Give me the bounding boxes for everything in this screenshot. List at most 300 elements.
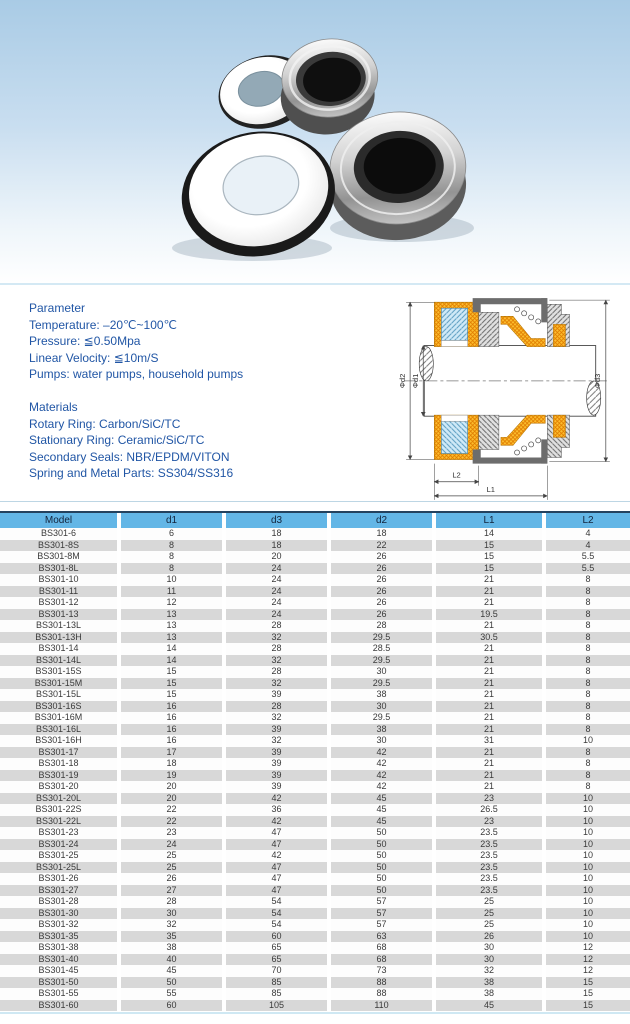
parameter-temperature: Temperature: –20℃~100℃ [29, 317, 178, 332]
table-row [0, 919, 630, 931]
table-row [0, 896, 630, 908]
table-row [0, 827, 630, 839]
value-cell: 32 [222, 712, 327, 724]
dimension-l1 [434, 466, 547, 500]
value-cell: 10 [542, 885, 630, 897]
table-row [0, 908, 630, 920]
model-cell: BS301-18 [0, 758, 117, 770]
value-cell: 28.5 [327, 643, 432, 655]
value-cell: 21 [432, 666, 542, 678]
value-cell: 26 [327, 586, 432, 598]
value-cell: 47 [222, 873, 327, 885]
model-cell: BS301-6 [0, 528, 117, 540]
model-cell: BS301-25L [0, 862, 117, 874]
value-cell: 28 [222, 701, 327, 713]
value-cell: 42 [222, 816, 327, 828]
value-cell: 10 [542, 816, 630, 828]
value-cell: 28 [222, 620, 327, 632]
value-cell: 15 [117, 689, 222, 701]
table-row [0, 724, 630, 736]
value-cell: 70 [222, 965, 327, 977]
value-cell: 54 [222, 919, 327, 931]
value-cell: 15 [432, 551, 542, 563]
value-cell: 15 [542, 1000, 630, 1012]
value-cell: 8 [542, 666, 630, 678]
value-cell: 12 [542, 942, 630, 954]
svg-text:Φd2: Φd2 [398, 373, 408, 389]
value-cell: 54 [222, 896, 327, 908]
spec-table-body [0, 528, 630, 1011]
value-cell: 42 [222, 850, 327, 862]
value-cell: 8 [542, 770, 630, 782]
value-cell: 55 [117, 988, 222, 1000]
model-cell: BS301-8L [0, 563, 117, 575]
table-row [0, 655, 630, 667]
table-bottom-rule [0, 1012, 630, 1014]
value-cell: 45 [117, 965, 222, 977]
value-cell: 28 [222, 666, 327, 678]
value-cell: 14 [117, 655, 222, 667]
model-cell: BS301-8M [0, 551, 117, 563]
seal-assembly-half [434, 298, 569, 346]
value-cell: 57 [327, 919, 432, 931]
value-cell: 14 [117, 643, 222, 655]
table-row [0, 551, 630, 563]
value-cell: 8 [542, 758, 630, 770]
value-cell: 26 [432, 931, 542, 943]
value-cell: 32 [222, 735, 327, 747]
value-cell: 8 [542, 655, 630, 667]
column-header-d1: d1 [117, 513, 222, 528]
table-row [0, 528, 630, 540]
value-cell: 8 [542, 632, 630, 644]
table-row [0, 954, 630, 966]
shaft-end-hatch [419, 347, 433, 381]
value-cell: 63 [327, 931, 432, 943]
value-cell: 30 [327, 735, 432, 747]
table-row [0, 885, 630, 897]
value-cell: 27 [117, 885, 222, 897]
value-cell: 23.5 [432, 862, 542, 874]
materials-stationary-ring: Stationary Ring: Ceramic/SiC/TC [29, 433, 205, 447]
table-row [0, 977, 630, 989]
value-cell: 16 [117, 701, 222, 713]
value-cell: 21 [432, 689, 542, 701]
value-cell: 60 [117, 1000, 222, 1012]
spec-table-section [0, 511, 630, 1014]
value-cell: 40 [117, 954, 222, 966]
model-cell: BS301-15M [0, 678, 117, 690]
table-row [0, 816, 630, 828]
value-cell: 88 [327, 977, 432, 989]
value-cell: 39 [222, 758, 327, 770]
value-cell: 29.5 [327, 655, 432, 667]
value-cell: 15 [117, 666, 222, 678]
value-cell: 50 [327, 827, 432, 839]
column-header-d3: d3 [222, 513, 327, 528]
value-cell: 15 [117, 678, 222, 690]
value-cell: 32 [222, 655, 327, 667]
value-cell: 17 [117, 747, 222, 759]
model-cell: BS301-12 [0, 597, 117, 609]
value-cell: 39 [222, 689, 327, 701]
value-cell: 21 [432, 712, 542, 724]
value-cell: 32 [222, 678, 327, 690]
model-cell: BS301-23 [0, 827, 117, 839]
value-cell: 8 [542, 586, 630, 598]
value-cell: 15 [432, 540, 542, 552]
product-photo-image [0, 0, 630, 283]
materials-secondary-seals: Secondary Seals: NBR/EPDM/VITON [29, 449, 230, 464]
table-row [0, 643, 630, 655]
table-row [0, 563, 630, 575]
value-cell: 30 [432, 942, 542, 954]
model-cell: BS301-27 [0, 885, 117, 897]
table-row [0, 609, 630, 621]
value-cell: 10 [542, 839, 630, 851]
value-cell: 25 [432, 919, 542, 931]
value-cell: 42 [327, 747, 432, 759]
value-cell: 60 [222, 931, 327, 943]
value-cell: 10 [542, 919, 630, 931]
value-cell: 50 [327, 839, 432, 851]
value-cell: 38 [432, 988, 542, 1000]
value-cell: 10 [542, 793, 630, 805]
model-cell: BS301-20L [0, 793, 117, 805]
model-cell: BS301-25 [0, 850, 117, 862]
value-cell: 26 [327, 574, 432, 586]
value-cell: 8 [117, 563, 222, 575]
table-row [0, 758, 630, 770]
value-cell: 38 [432, 977, 542, 989]
value-cell: 6 [117, 528, 222, 540]
value-cell: 73 [327, 965, 432, 977]
value-cell: 29.5 [327, 678, 432, 690]
column-header-model: Model [0, 513, 117, 528]
value-cell: 110 [327, 1000, 432, 1012]
value-cell: 8 [542, 574, 630, 586]
value-cell: 12 [542, 965, 630, 977]
model-cell: BS301-22L [0, 816, 117, 828]
value-cell: 10 [542, 804, 630, 816]
value-cell: 88 [327, 988, 432, 1000]
seal-cross-section-diagram [396, 288, 628, 504]
value-cell: 30 [432, 954, 542, 966]
value-cell: 20 [117, 781, 222, 793]
value-cell: 21 [432, 770, 542, 782]
value-cell: 26 [327, 551, 432, 563]
value-cell: 26 [327, 609, 432, 621]
value-cell: 10 [542, 850, 630, 862]
value-cell: 15 [542, 988, 630, 1000]
table-row [0, 747, 630, 759]
value-cell: 22 [327, 540, 432, 552]
value-cell: 42 [327, 770, 432, 782]
value-cell: 4 [542, 540, 630, 552]
value-cell: 10 [542, 862, 630, 874]
value-cell: 10 [542, 896, 630, 908]
value-cell: 47 [222, 885, 327, 897]
table-row [0, 632, 630, 644]
value-cell: 31 [432, 735, 542, 747]
value-cell: 32 [432, 965, 542, 977]
column-header-l1: L1 [432, 513, 542, 528]
model-cell: BS301-28 [0, 896, 117, 908]
value-cell: 19 [117, 770, 222, 782]
value-cell: 45 [327, 793, 432, 805]
value-cell: 24 [222, 563, 327, 575]
value-cell: 50 [327, 885, 432, 897]
value-cell: 65 [222, 954, 327, 966]
table-row [0, 666, 630, 678]
value-cell: 13 [117, 620, 222, 632]
value-cell: 11 [117, 586, 222, 598]
value-cell: 8 [117, 540, 222, 552]
value-cell: 45 [327, 804, 432, 816]
value-cell: 12 [542, 954, 630, 966]
svg-text:L2: L2 [452, 470, 461, 480]
table-row [0, 942, 630, 954]
value-cell: 28 [222, 643, 327, 655]
value-cell: 50 [327, 862, 432, 874]
table-row [0, 735, 630, 747]
value-cell: 47 [222, 862, 327, 874]
table-row [0, 770, 630, 782]
value-cell: 25 [432, 896, 542, 908]
table-row [0, 965, 630, 977]
value-cell: 26.5 [432, 804, 542, 816]
value-cell: 42 [327, 758, 432, 770]
value-cell: 22 [117, 816, 222, 828]
value-cell: 21 [432, 597, 542, 609]
value-cell: 22 [117, 804, 222, 816]
value-cell: 18 [222, 540, 327, 552]
model-cell: BS301-13L [0, 620, 117, 632]
value-cell: 39 [222, 781, 327, 793]
value-cell: 8 [542, 678, 630, 690]
value-cell: 26 [327, 563, 432, 575]
value-cell: 19.5 [432, 609, 542, 621]
value-cell: 26 [117, 873, 222, 885]
value-cell: 10 [542, 931, 630, 943]
value-cell: 14 [432, 528, 542, 540]
model-cell: BS301-35 [0, 931, 117, 943]
value-cell: 15 [542, 977, 630, 989]
model-cell: BS301-38 [0, 942, 117, 954]
model-cell: BS301-50 [0, 977, 117, 989]
model-cell: BS301-16L [0, 724, 117, 736]
parameter-pressure: Pressure: ≦0.50Mpa [29, 334, 141, 348]
value-cell: 21 [432, 701, 542, 713]
table-row [0, 712, 630, 724]
value-cell: 15 [432, 563, 542, 575]
specs-block [29, 300, 389, 482]
value-cell: 30 [327, 666, 432, 678]
model-cell: BS301-55 [0, 988, 117, 1000]
value-cell: 65 [222, 942, 327, 954]
model-cell: BS301-10 [0, 574, 117, 586]
model-cell: BS301-15S [0, 666, 117, 678]
value-cell: 28 [117, 896, 222, 908]
value-cell: 38 [117, 942, 222, 954]
value-cell: 8 [542, 609, 630, 621]
table-row [0, 804, 630, 816]
value-cell: 4 [542, 528, 630, 540]
value-cell: 21 [432, 747, 542, 759]
table-row [0, 988, 630, 1000]
product-photo [0, 0, 630, 283]
value-cell: 23.5 [432, 850, 542, 862]
value-cell: 20 [117, 793, 222, 805]
value-cell: 16 [117, 735, 222, 747]
value-cell: 50 [117, 977, 222, 989]
table-row [0, 839, 630, 851]
model-cell: BS301-45 [0, 965, 117, 977]
value-cell: 47 [222, 839, 327, 851]
model-cell: BS301-40 [0, 954, 117, 966]
table-row [0, 678, 630, 690]
value-cell: 23.5 [432, 873, 542, 885]
value-cell: 21 [432, 781, 542, 793]
spec-table [0, 513, 630, 1011]
value-cell: 24 [222, 574, 327, 586]
model-cell: BS301-60 [0, 1000, 117, 1012]
materials-rotary-ring: Rotary Ring: Carbon/SiC/TC [29, 416, 181, 431]
value-cell: 68 [327, 954, 432, 966]
value-cell: 42 [327, 781, 432, 793]
model-cell: BS301-15L [0, 689, 117, 701]
value-cell: 26 [327, 597, 432, 609]
value-cell: 21 [432, 586, 542, 598]
table-row [0, 781, 630, 793]
value-cell: 29.5 [327, 712, 432, 724]
value-cell: 39 [222, 770, 327, 782]
column-header-d2: d2 [327, 513, 432, 528]
value-cell: 21 [432, 655, 542, 667]
model-cell: BS301-17 [0, 747, 117, 759]
table-row [0, 701, 630, 713]
value-cell: 35 [117, 931, 222, 943]
table-row [0, 931, 630, 943]
value-cell: 8 [542, 712, 630, 724]
model-cell: BS301-16M [0, 712, 117, 724]
value-cell: 24 [222, 609, 327, 621]
value-cell: 8 [542, 643, 630, 655]
table-row [0, 793, 630, 805]
value-cell: 10 [542, 827, 630, 839]
model-cell: BS301-8S [0, 540, 117, 552]
parameter-linear-velocity: Linear Velocity: ≦10m/S [29, 350, 159, 365]
model-cell: BS301-16H [0, 735, 117, 747]
value-cell: 30.5 [432, 632, 542, 644]
value-cell: 29.5 [327, 632, 432, 644]
value-cell: 12 [117, 597, 222, 609]
model-cell: BS301-14L [0, 655, 117, 667]
value-cell: 8 [542, 701, 630, 713]
value-cell: 57 [327, 908, 432, 920]
materials-spring-metal: Spring and Metal Parts: SS304/SS316 [29, 466, 234, 480]
value-cell: 5.5 [542, 563, 630, 575]
value-cell: 39 [222, 747, 327, 759]
value-cell: 21 [432, 758, 542, 770]
value-cell: 25 [117, 862, 222, 874]
spacer [29, 383, 389, 400]
value-cell: 24 [222, 597, 327, 609]
value-cell: 8 [542, 747, 630, 759]
model-cell: BS301-20 [0, 781, 117, 793]
table-row [0, 620, 630, 632]
model-cell: BS301-13 [0, 609, 117, 621]
table-row [0, 689, 630, 701]
svg-text:Φd1: Φd1 [411, 373, 421, 389]
value-cell: 21 [432, 678, 542, 690]
value-cell: 13 [117, 632, 222, 644]
svg-text:L1: L1 [486, 484, 496, 494]
value-cell: 42 [222, 793, 327, 805]
value-cell: 16 [117, 712, 222, 724]
value-cell: 18 [117, 758, 222, 770]
value-cell: 39 [222, 724, 327, 736]
value-cell: 54 [222, 908, 327, 920]
value-cell: 21 [432, 643, 542, 655]
table-row [0, 1000, 630, 1012]
value-cell: 8 [542, 597, 630, 609]
value-cell: 30 [117, 908, 222, 920]
value-cell: 23.5 [432, 839, 542, 851]
value-cell: 21 [432, 724, 542, 736]
value-cell: 50 [327, 873, 432, 885]
value-cell: 13 [117, 609, 222, 621]
value-cell: 85 [222, 977, 327, 989]
model-cell: BS301-30 [0, 908, 117, 920]
table-row [0, 873, 630, 885]
svg-text:Φd3: Φd3 [592, 373, 602, 389]
table-top-hairline [0, 501, 630, 502]
model-cell: BS301-22S [0, 804, 117, 816]
dimension-l2 [434, 464, 478, 500]
value-cell: 47 [222, 827, 327, 839]
value-cell: 25 [117, 850, 222, 862]
model-cell: BS301-32 [0, 919, 117, 931]
table-row [0, 862, 630, 874]
value-cell: 10 [542, 908, 630, 920]
value-cell: 50 [327, 850, 432, 862]
model-cell: BS301-26 [0, 873, 117, 885]
parameter-title: Parameter [29, 301, 86, 315]
value-cell: 28 [327, 620, 432, 632]
diagram-drawing [396, 288, 628, 504]
value-cell: 23 [432, 816, 542, 828]
value-cell: 32 [222, 632, 327, 644]
model-cell: BS301-19 [0, 770, 117, 782]
value-cell: 36 [222, 804, 327, 816]
value-cell: 8 [542, 724, 630, 736]
value-cell: 10 [117, 574, 222, 586]
column-header-l2: L2 [542, 513, 630, 528]
parameter-pumps: Pumps: water pumps, household pumps [29, 367, 244, 381]
materials-title: Materials [29, 400, 78, 414]
table-row [0, 850, 630, 862]
value-cell: 68 [327, 942, 432, 954]
model-cell: BS301-14 [0, 643, 117, 655]
value-cell: 8 [542, 689, 630, 701]
value-cell: 23.5 [432, 885, 542, 897]
value-cell: 16 [117, 724, 222, 736]
value-cell: 8 [542, 781, 630, 793]
table-row [0, 586, 630, 598]
value-cell: 38 [327, 724, 432, 736]
value-cell: 24 [222, 586, 327, 598]
